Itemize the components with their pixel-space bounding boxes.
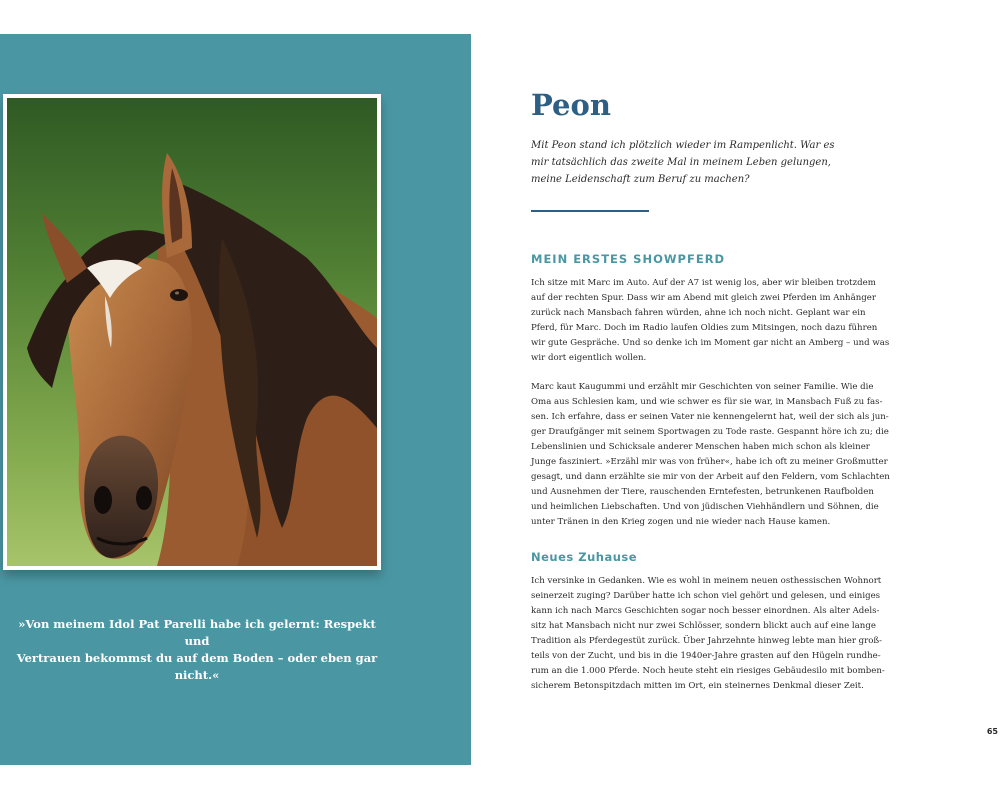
pull-quote: »Von meinem Idol Pat Parelli habe ich gelernt: Respekt und Vertrauen bekommst du auf dem Boden – oder eben gar nicht.« bbox=[16, 617, 378, 682]
photo-frame bbox=[3, 94, 381, 570]
right-page bbox=[471, 34, 1000, 765]
chapter-intro: Mit Peon stand ich plötzlich wieder im Rampenlicht. War es mir tatsächlich das zweite Mal in meinem Leben gelungen, meine Leidenschaft zum Beruf zu machen? bbox=[531, 140, 835, 185]
body-paragraph-3: Ich versinke in Gedanken. Wie es wohl in meinem neuen osthessischen Wohnort seinerzeit zuging? Darüber hatte ich schon viel gehört und gelesen, und einiges kann ich nach Marcs Geschichten sogar noch besser einordnen. Als alter Adels- sitz hat Mansbach nicht nur zwei Schlösser, sondern blickt auch auf eine lange Tradition als Pferdegestüt zurück. Über Jahrzehnte hinweg lebte man hier groß- teils von der Zucht, und bis in die 1940er-Jahre grasten auf den Hügeln rundhe- rum an die 1.000 Pferde. Noch heute steht ein riesiges Gebäudesilo mit bomben- sicherem Betonspitzdach mitten im Ort, ein steinernes Denkmal dieser Zeit. bbox=[531, 576, 885, 691]
horse-illustration bbox=[7, 98, 377, 566]
body-paragraph-1: Ich sitze mit Marc im Auto. Auf der A7 ist wenig los, aber wir bleiben trotzdem auf der rechten Spur. Dass wir am Abend mit gleich zwei Pferden im Anhänger zurück nach Mansbach fahren würden, ahne ich noch nicht. Geplant war ein Pferd, für Marc. Doch im Radio laufen Oldies zum Mitsingen, noch dazu führen wir gute Gespräche. Und so denke ich im Moment gar nicht an Amberg – und was wir dort eigentlich wollen. bbox=[531, 278, 890, 363]
chapter-title: Peon bbox=[531, 88, 611, 122]
page-number: 65 bbox=[986, 727, 998, 736]
sub-heading: Neues Zuhause bbox=[531, 550, 638, 564]
left-page bbox=[0, 34, 471, 765]
title-rule bbox=[531, 210, 649, 212]
horse-photo bbox=[7, 98, 377, 566]
body-paragraph-2: Marc kaut Kaugummi und erzählt mir Geschichten von seiner Familie. Wie die Oma aus Schlesien kam, und wie schwer es für sie war, in Mansbach Fuß zu fas- sen. Ich erfahre, dass er seinen Vater nie kennengelernt hat, weil der sich als jun- ger Draufgänger mit seinem Sportwagen zu Tode raste. Gespannt höre ich zu; die Lebenslinien und Schicksale anderer Menschen haben mich schon als kleiner Junge fasziniert. »Erzähl mir was von früher«, habe ich oft zu meiner Großmutter gesagt, und dann erzählte sie mir von der Arbeit auf den Feldern, vom Schlachten und Ausnehmen der Tiere, rauschenden Erntefesten, betrunkenen Raufbolden und heimlichen Liebschaften. Und von jüdischen Viehhändlern und Söhnen, die unter Tränen in den Krieg zogen und nie wieder nach Hause kamen. bbox=[531, 382, 890, 527]
section-heading: MEIN ERSTES SHOWPFERD bbox=[531, 252, 726, 266]
